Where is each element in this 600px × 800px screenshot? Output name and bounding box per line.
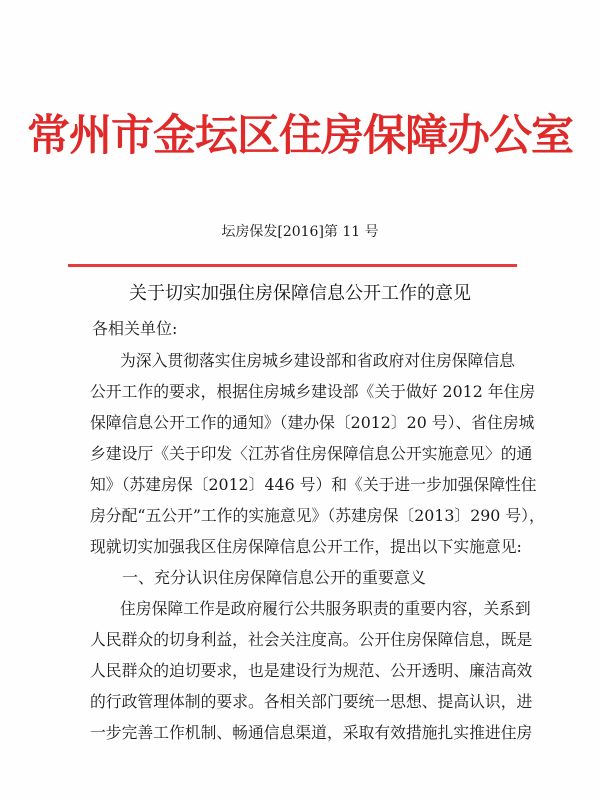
paragraph-line: 乡建设厅《关于印发〈江苏省住房保障信息公开实施意见〉的通 [90, 444, 533, 463]
document-title: 关于切实加强住房保障信息公开工作的意见 [129, 283, 471, 304]
paragraph-line: 现就切实加强我区住房保障信息公开工作，提出以下实施意见: [90, 537, 522, 556]
paragraph-line: 知》（苏建房保〔2012〕446 号）和《关于进一步加强保障性住 [90, 475, 537, 494]
paragraph-line: 人民群众的切身利益，社会关注度高。公开住房保障信息，既是 [90, 630, 533, 649]
paragraph-line: 保障信息公开工作的通知》（建办保〔2012〕20 号）、省住房城 [90, 413, 535, 432]
paragraph-line: 住房保障工作是政府履行公共服务职责的重要内容，关系到 [120, 599, 531, 618]
issuer-header: 常州市金坛区住房保障办公室 [27, 111, 573, 161]
paragraph-line: 为深入贯彻落实住房城乡建设部和省政府对住房保障信息 [120, 351, 515, 370]
red-divider-line [68, 264, 517, 267]
paragraph-line: 人民群众的迫切要求，也是建设行为规范、公开透明、廉洁高效 [90, 661, 533, 680]
document-number: 坛房保发[2016]第 11 号 [221, 224, 379, 240]
salutation: 各相关单位: [92, 319, 178, 338]
paragraph-line: 公开工作的要求，根据住房城乡建设部《关于做好 2012 年住房 [90, 382, 536, 401]
paragraph-line: 一步完善工作机制、畅通信息渠道，采取有效措施扎实推进住房 [90, 723, 533, 742]
paragraph-line: 的行政管理体制的要求。各相关部门要统一思想、提高认识，进 [90, 692, 533, 711]
paragraph-line: 房分配“五公开”工作的实施意见》（苏建房保〔2013〕290 号）， [90, 506, 545, 525]
section-heading: 一、充分认识住房保障信息公开的重要意义 [122, 568, 427, 587]
